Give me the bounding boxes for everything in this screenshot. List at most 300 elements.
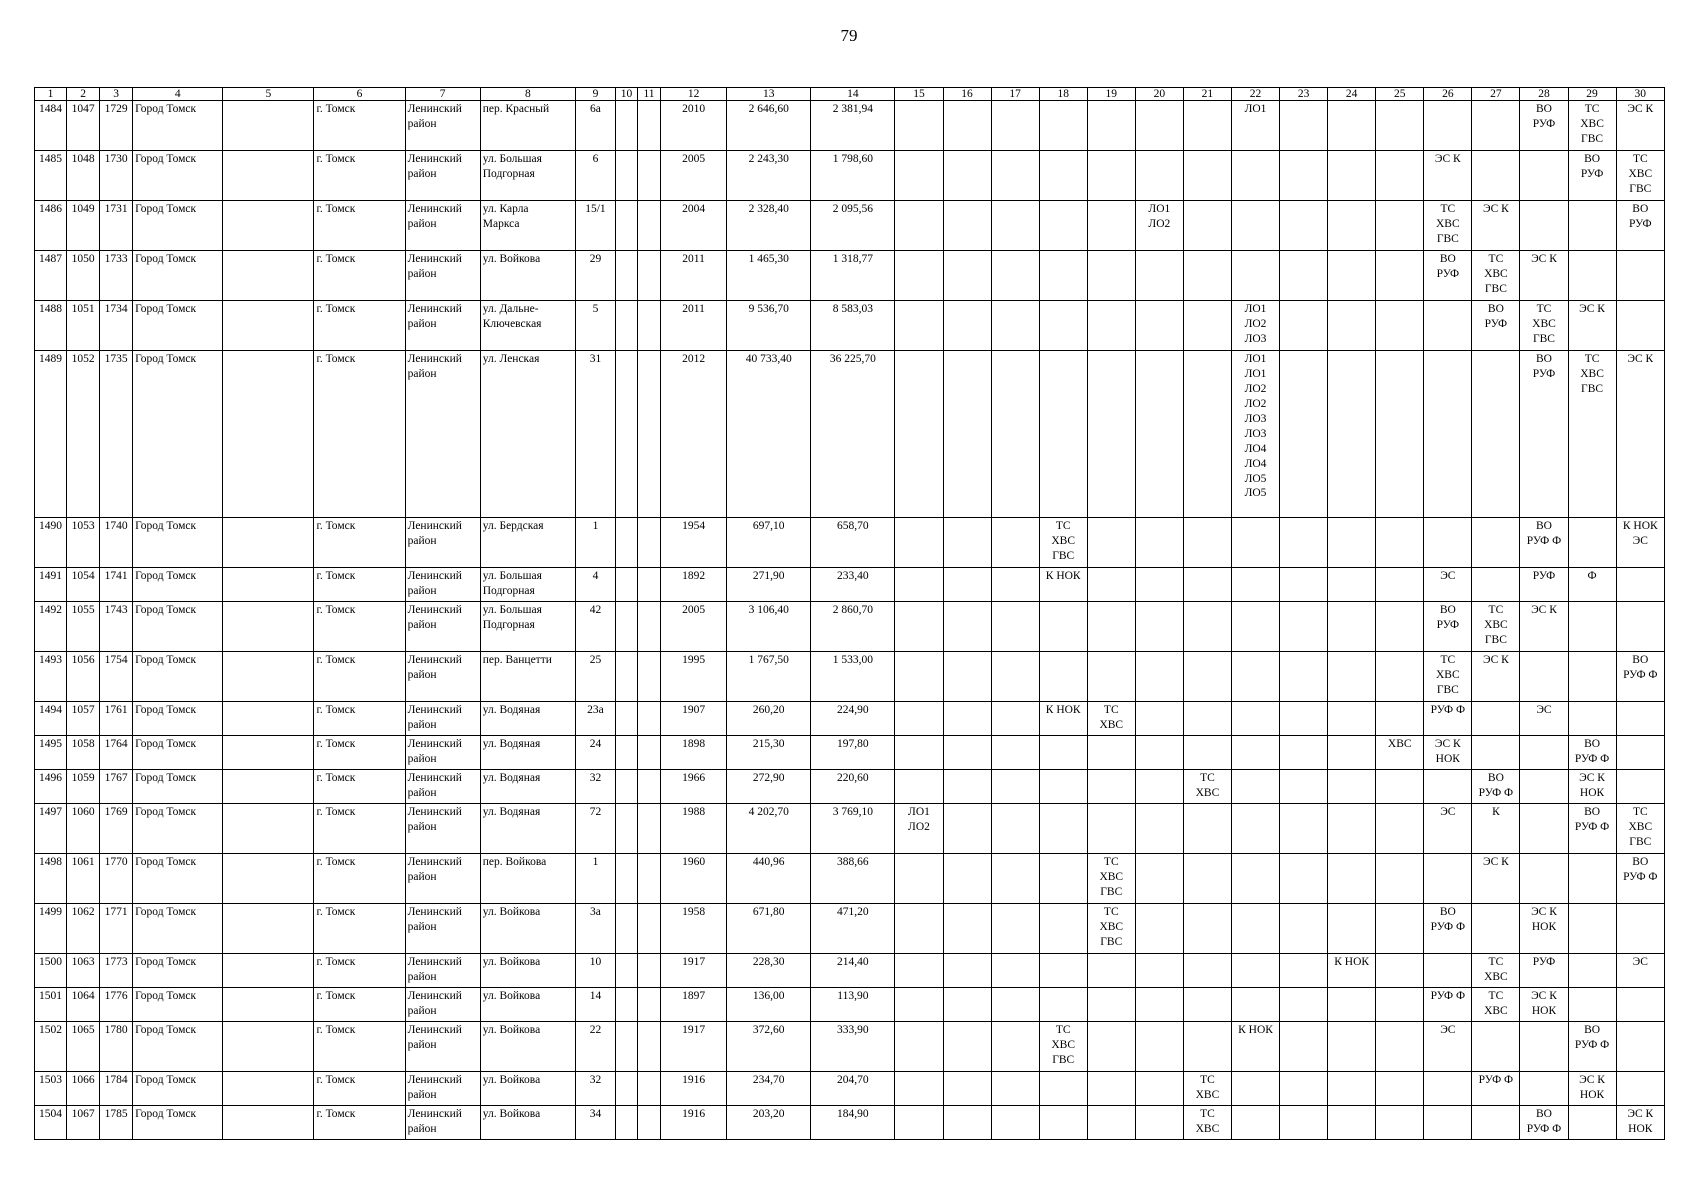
table-cell: г. Томск bbox=[314, 1106, 405, 1140]
table-cell: ЭС bbox=[1520, 702, 1568, 736]
column-header: 29 bbox=[1568, 88, 1616, 101]
table-cell bbox=[1087, 101, 1135, 151]
table-cell: РУФ Ф bbox=[1472, 1072, 1520, 1106]
table-cell bbox=[1616, 988, 1664, 1022]
table-cell: 1770 bbox=[100, 854, 133, 904]
table-cell bbox=[638, 301, 661, 351]
table-cell bbox=[1039, 988, 1087, 1022]
table-cell bbox=[895, 770, 943, 804]
table-cell: ЭС bbox=[1424, 568, 1472, 602]
table-cell bbox=[1135, 151, 1183, 201]
table-cell: ЛО1 ЛО2 bbox=[1135, 201, 1183, 251]
table-cell bbox=[223, 1106, 314, 1140]
table-cell: 1060 bbox=[67, 804, 100, 854]
table-cell bbox=[943, 702, 991, 736]
table-cell bbox=[1231, 251, 1279, 301]
table-cell: г. Томск bbox=[314, 251, 405, 301]
table-cell: Ленинский район bbox=[405, 1106, 480, 1140]
table-cell: ТС ХВС bbox=[1472, 988, 1520, 1022]
table-cell bbox=[615, 736, 637, 770]
table-cell: г. Томск bbox=[314, 602, 405, 652]
column-header: 24 bbox=[1328, 88, 1376, 101]
table-cell bbox=[943, 652, 991, 702]
table-cell: Ленинский район bbox=[405, 652, 480, 702]
table-cell bbox=[895, 736, 943, 770]
column-header: 6 bbox=[314, 88, 405, 101]
table-cell bbox=[615, 301, 637, 351]
table-cell bbox=[1087, 602, 1135, 652]
table-cell: ул. Войкова bbox=[480, 1106, 575, 1140]
table-cell bbox=[1231, 652, 1279, 702]
table-cell: г. Томск bbox=[314, 954, 405, 988]
table-cell: РУФ Ф bbox=[1424, 988, 1472, 1022]
table-cell bbox=[1376, 954, 1424, 988]
table-cell bbox=[991, 652, 1039, 702]
table-cell: 1498 bbox=[35, 854, 67, 904]
table-cell: ул. Ленская bbox=[480, 351, 575, 518]
table-cell: ТС ХВС bbox=[1183, 1072, 1231, 1106]
table-cell bbox=[991, 804, 1039, 854]
column-header: 16 bbox=[943, 88, 991, 101]
table-cell: 1049 bbox=[67, 201, 100, 251]
table-cell: 2005 bbox=[661, 602, 727, 652]
table-cell bbox=[1328, 301, 1376, 351]
table-row bbox=[35, 301, 1665, 351]
table-row bbox=[35, 804, 1665, 854]
table-cell: 8 583,03 bbox=[811, 301, 895, 351]
table-cell: г. Томск bbox=[314, 652, 405, 702]
table-cell bbox=[1424, 1106, 1472, 1140]
table-cell: ТС ХВС ГВС bbox=[1087, 854, 1135, 904]
table-cell bbox=[1424, 770, 1472, 804]
table-cell: Ленинский район bbox=[405, 1072, 480, 1106]
table-cell: Ф bbox=[1568, 568, 1616, 602]
table-cell: 204,70 bbox=[811, 1072, 895, 1106]
table-cell: ЭС К НОК bbox=[1520, 904, 1568, 954]
column-header: 20 bbox=[1135, 88, 1183, 101]
table-cell: Ленинский район bbox=[405, 518, 480, 568]
table-cell: ЛО1 ЛО2 bbox=[895, 804, 943, 854]
table-cell bbox=[943, 568, 991, 602]
table-cell bbox=[1280, 1022, 1328, 1072]
table-cell: 1917 bbox=[661, 1022, 727, 1072]
table-cell bbox=[615, 602, 637, 652]
table-cell: 214,40 bbox=[811, 954, 895, 988]
table-cell bbox=[1087, 1106, 1135, 1140]
table-cell: 1493 bbox=[35, 652, 67, 702]
table-cell bbox=[943, 151, 991, 201]
table-cell bbox=[638, 770, 661, 804]
table-cell: ЭС К bbox=[1616, 101, 1664, 151]
table-cell bbox=[1568, 702, 1616, 736]
table-row bbox=[35, 251, 1665, 301]
table-cell: 14 bbox=[575, 988, 615, 1022]
column-header: 1 bbox=[35, 88, 67, 101]
table-cell: 2 381,94 bbox=[811, 101, 895, 151]
table-cell bbox=[1568, 652, 1616, 702]
table-row bbox=[35, 854, 1665, 904]
table-cell bbox=[223, 770, 314, 804]
table-cell bbox=[638, 1106, 661, 1140]
table-cell: 2010 bbox=[661, 101, 727, 151]
table-cell: Город Томск bbox=[133, 702, 223, 736]
column-header: 10 bbox=[615, 88, 637, 101]
table-cell bbox=[895, 151, 943, 201]
table-cell: Город Томск bbox=[133, 770, 223, 804]
table-cell: 1958 bbox=[661, 904, 727, 954]
table-cell bbox=[1183, 702, 1231, 736]
table-cell: г. Томск bbox=[314, 301, 405, 351]
table-cell: ЭС К НОК bbox=[1520, 988, 1568, 1022]
table-cell: Город Томск bbox=[133, 518, 223, 568]
table-cell bbox=[943, 988, 991, 1022]
table-cell: ВО РУФ bbox=[1472, 301, 1520, 351]
table-cell: г. Томск bbox=[314, 770, 405, 804]
table-cell: г. Томск bbox=[314, 854, 405, 904]
table-cell bbox=[895, 251, 943, 301]
column-header: 8 bbox=[480, 88, 575, 101]
table-cell: ЭС К bbox=[1472, 854, 1520, 904]
table-cell bbox=[1087, 1022, 1135, 1072]
table-cell: 1066 bbox=[67, 1072, 100, 1106]
table-cell bbox=[223, 702, 314, 736]
table-cell bbox=[615, 804, 637, 854]
table-cell bbox=[991, 251, 1039, 301]
table-cell: Ленинский район bbox=[405, 201, 480, 251]
table-cell: 1048 bbox=[67, 151, 100, 201]
table-cell: 1059 bbox=[67, 770, 100, 804]
table-cell bbox=[1231, 602, 1279, 652]
table-cell: 4 bbox=[575, 568, 615, 602]
table-cell: ВО РУФ bbox=[1520, 351, 1568, 518]
table-cell: Город Томск bbox=[133, 101, 223, 151]
table-cell bbox=[943, 804, 991, 854]
table-cell bbox=[1520, 201, 1568, 251]
table-cell bbox=[1039, 1072, 1087, 1106]
table-cell: 22 bbox=[575, 1022, 615, 1072]
table-cell bbox=[1520, 1022, 1568, 1072]
table-cell bbox=[895, 201, 943, 251]
table-cell: 1733 bbox=[100, 251, 133, 301]
table-cell bbox=[615, 351, 637, 518]
table-cell bbox=[638, 954, 661, 988]
table-cell: Ленинский район bbox=[405, 251, 480, 301]
table-cell: 1917 bbox=[661, 954, 727, 988]
table-cell bbox=[1280, 770, 1328, 804]
table-cell: г. Томск bbox=[314, 518, 405, 568]
table-cell: 1735 bbox=[100, 351, 133, 518]
table-cell bbox=[1039, 602, 1087, 652]
table-cell: 1492 bbox=[35, 602, 67, 652]
table-cell bbox=[1568, 518, 1616, 568]
table-cell bbox=[1135, 1022, 1183, 1072]
table-cell: 10 bbox=[575, 954, 615, 988]
table-cell bbox=[1328, 518, 1376, 568]
table-cell bbox=[615, 702, 637, 736]
table-cell bbox=[615, 201, 637, 251]
table-cell: г. Томск bbox=[314, 904, 405, 954]
table-cell bbox=[1520, 151, 1568, 201]
table-cell: 272,90 bbox=[727, 770, 811, 804]
table-cell bbox=[638, 988, 661, 1022]
table-cell bbox=[1376, 151, 1424, 201]
table-cell bbox=[1376, 251, 1424, 301]
table-cell bbox=[1328, 351, 1376, 518]
table-cell: 1484 bbox=[35, 101, 67, 151]
table-cell bbox=[1231, 804, 1279, 854]
table-cell: К НОК bbox=[1328, 954, 1376, 988]
table-cell: 1769 bbox=[100, 804, 133, 854]
table-cell: 1897 bbox=[661, 988, 727, 1022]
table-cell: 42 bbox=[575, 602, 615, 652]
table-cell: 1966 bbox=[661, 770, 727, 804]
table-cell: 3 769,10 bbox=[811, 804, 895, 854]
table-cell: ул. Водяная bbox=[480, 770, 575, 804]
table-cell bbox=[1328, 988, 1376, 1022]
table-cell bbox=[1231, 736, 1279, 770]
table-cell bbox=[1183, 151, 1231, 201]
table-row bbox=[35, 151, 1665, 201]
table-cell bbox=[1231, 988, 1279, 1022]
table-cell bbox=[991, 568, 1039, 602]
table-cell bbox=[638, 904, 661, 954]
table-cell: г. Томск bbox=[314, 988, 405, 1022]
table-cell: ул. Войкова bbox=[480, 904, 575, 954]
table-cell: Ленинский район bbox=[405, 702, 480, 736]
column-header: 2 bbox=[67, 88, 100, 101]
table-cell bbox=[615, 770, 637, 804]
table-cell: 1047 bbox=[67, 101, 100, 151]
table-cell bbox=[1231, 954, 1279, 988]
table-cell bbox=[991, 988, 1039, 1022]
table-cell bbox=[615, 954, 637, 988]
table-cell bbox=[1087, 988, 1135, 1022]
table-cell: 1063 bbox=[67, 954, 100, 988]
table-cell bbox=[1376, 770, 1424, 804]
table-cell: РУФ bbox=[1520, 954, 1568, 988]
table-cell bbox=[1328, 1072, 1376, 1106]
table-cell bbox=[1568, 251, 1616, 301]
table-cell bbox=[895, 1106, 943, 1140]
table-cell: Ленинский район bbox=[405, 904, 480, 954]
table-cell: ул. Водяная bbox=[480, 736, 575, 770]
table-cell: 1495 bbox=[35, 736, 67, 770]
table-cell: 1740 bbox=[100, 518, 133, 568]
column-header: 30 bbox=[1616, 88, 1664, 101]
column-header: 17 bbox=[991, 88, 1039, 101]
table-cell bbox=[638, 1072, 661, 1106]
table-cell bbox=[1472, 518, 1520, 568]
table-cell: К НОК ЭС bbox=[1616, 518, 1664, 568]
table-cell bbox=[1376, 702, 1424, 736]
table-cell bbox=[1039, 301, 1087, 351]
table-cell: ВО РУФ Ф bbox=[1616, 652, 1664, 702]
column-header: 3 bbox=[100, 88, 133, 101]
table-cell bbox=[1135, 251, 1183, 301]
table-cell: ТС ХВС ГВС bbox=[1087, 904, 1135, 954]
table-cell: Ленинский район bbox=[405, 770, 480, 804]
table-cell: ул. Карла Маркса bbox=[480, 201, 575, 251]
table-cell bbox=[223, 988, 314, 1022]
table-cell: Город Томск bbox=[133, 954, 223, 988]
table-cell bbox=[1135, 736, 1183, 770]
table-cell: ХВС bbox=[1376, 736, 1424, 770]
table-cell bbox=[1280, 568, 1328, 602]
table-cell: 1785 bbox=[100, 1106, 133, 1140]
table-cell: ул. Дальне- Ключевская bbox=[480, 301, 575, 351]
table-cell: ЭС К НОК bbox=[1424, 736, 1472, 770]
table-cell bbox=[1616, 1022, 1664, 1072]
table-cell: ВО РУФ bbox=[1520, 101, 1568, 151]
table-cell: 1731 bbox=[100, 201, 133, 251]
table-cell: ул. Водяная bbox=[480, 702, 575, 736]
table-cell bbox=[223, 518, 314, 568]
table-cell bbox=[1087, 251, 1135, 301]
table-row bbox=[35, 988, 1665, 1022]
table-cell bbox=[223, 251, 314, 301]
table-cell bbox=[1280, 854, 1328, 904]
table-cell: ЭС К bbox=[1424, 151, 1472, 201]
table-cell bbox=[1135, 904, 1183, 954]
table-cell bbox=[223, 854, 314, 904]
table-cell bbox=[1328, 101, 1376, 151]
table-cell bbox=[1231, 201, 1279, 251]
table-cell bbox=[1087, 1072, 1135, 1106]
table-cell bbox=[1183, 854, 1231, 904]
table-cell bbox=[1183, 301, 1231, 351]
table-cell bbox=[1280, 804, 1328, 854]
table-cell bbox=[1231, 1072, 1279, 1106]
table-cell: ВО РУФ Ф bbox=[1424, 904, 1472, 954]
table-cell: Город Томск bbox=[133, 1106, 223, 1140]
table-cell: ЭС bbox=[1424, 804, 1472, 854]
table-cell: Ленинский район bbox=[405, 736, 480, 770]
table-cell: 1053 bbox=[67, 518, 100, 568]
table-cell bbox=[991, 1022, 1039, 1072]
column-number-row bbox=[35, 88, 1665, 101]
table-cell bbox=[1568, 954, 1616, 988]
table-cell: г. Томск bbox=[314, 151, 405, 201]
table-cell bbox=[1280, 518, 1328, 568]
table-cell bbox=[1520, 1072, 1568, 1106]
table-cell bbox=[1087, 770, 1135, 804]
table-cell bbox=[991, 602, 1039, 652]
table-cell bbox=[1472, 351, 1520, 518]
table-cell bbox=[1472, 101, 1520, 151]
table-cell: 1741 bbox=[100, 568, 133, 602]
table-cell bbox=[638, 702, 661, 736]
table-cell: ТС ХВС ГВС bbox=[1039, 1022, 1087, 1072]
column-header: 18 bbox=[1039, 88, 1087, 101]
table-cell: 215,30 bbox=[727, 736, 811, 770]
table-cell bbox=[1183, 904, 1231, 954]
table-cell: Город Томск bbox=[133, 251, 223, 301]
table-cell: 1761 bbox=[100, 702, 133, 736]
table-cell: 6 bbox=[575, 151, 615, 201]
table-cell bbox=[1135, 652, 1183, 702]
table-cell: 1056 bbox=[67, 652, 100, 702]
table-cell bbox=[638, 736, 661, 770]
table-cell bbox=[1328, 702, 1376, 736]
table-cell bbox=[1280, 301, 1328, 351]
table-cell: ТС ХВС ГВС bbox=[1424, 201, 1472, 251]
table-cell bbox=[223, 602, 314, 652]
table-cell bbox=[1424, 1072, 1472, 1106]
table-row bbox=[35, 602, 1665, 652]
table-cell: ЛО1 ЛО2 ЛО3 bbox=[1231, 301, 1279, 351]
table-cell: 1488 bbox=[35, 301, 67, 351]
table-cell: 271,90 bbox=[727, 568, 811, 602]
table-cell: 1064 bbox=[67, 988, 100, 1022]
table-cell bbox=[1231, 702, 1279, 736]
table-cell: 36 225,70 bbox=[811, 351, 895, 518]
table-cell: 1 533,00 bbox=[811, 652, 895, 702]
table-cell: г. Томск bbox=[314, 1022, 405, 1072]
table-row bbox=[35, 351, 1665, 518]
table-cell: ЭС К bbox=[1472, 652, 1520, 702]
table-cell bbox=[1280, 702, 1328, 736]
table-cell: Город Томск bbox=[133, 854, 223, 904]
table-cell bbox=[223, 101, 314, 151]
table-cell: Город Томск bbox=[133, 1072, 223, 1106]
table-cell: г. Томск bbox=[314, 101, 405, 151]
table-cell: 1916 bbox=[661, 1072, 727, 1106]
table-cell: пер. Красный bbox=[480, 101, 575, 151]
table-cell: 2011 bbox=[661, 251, 727, 301]
table-cell: ТС ХВС ГВС bbox=[1472, 602, 1520, 652]
column-header: 28 bbox=[1520, 88, 1568, 101]
table-cell: ЛО1 bbox=[1231, 101, 1279, 151]
table-cell bbox=[1424, 351, 1472, 518]
column-header: 23 bbox=[1280, 88, 1328, 101]
table-cell bbox=[991, 854, 1039, 904]
table-cell bbox=[895, 1022, 943, 1072]
table-cell bbox=[1183, 101, 1231, 151]
table-cell bbox=[223, 736, 314, 770]
table-cell: ВО РУФ Ф bbox=[1568, 1022, 1616, 1072]
table-cell bbox=[1280, 602, 1328, 652]
table-cell bbox=[1520, 736, 1568, 770]
table-cell: Город Томск bbox=[133, 602, 223, 652]
table-cell bbox=[1424, 301, 1472, 351]
table-cell: 2 243,30 bbox=[727, 151, 811, 201]
table-cell bbox=[638, 804, 661, 854]
table-cell bbox=[1039, 652, 1087, 702]
table-cell bbox=[1424, 518, 1472, 568]
table-cell: г. Томск bbox=[314, 568, 405, 602]
table-cell: 184,90 bbox=[811, 1106, 895, 1140]
table-cell bbox=[895, 568, 943, 602]
column-header: 11 bbox=[638, 88, 661, 101]
table-cell bbox=[1472, 1022, 1520, 1072]
table-cell bbox=[223, 652, 314, 702]
table-cell bbox=[615, 1072, 637, 1106]
table-cell bbox=[1087, 568, 1135, 602]
table-cell: ТС ХВС ГВС bbox=[1520, 301, 1568, 351]
table-cell bbox=[1376, 804, 1424, 854]
table-cell bbox=[638, 854, 661, 904]
table-cell: 32 bbox=[575, 1072, 615, 1106]
table-cell: ЛО1 ЛО1 ЛО2 ЛО2 ЛО3 ЛО3 ЛО4 ЛО4 ЛО5 ЛО5 bbox=[1231, 351, 1279, 518]
table-cell: ТС ХВС ГВС bbox=[1616, 151, 1664, 201]
table-cell: 1050 bbox=[67, 251, 100, 301]
table-cell bbox=[1568, 1106, 1616, 1140]
column-header: 4 bbox=[133, 88, 223, 101]
table-cell bbox=[1087, 954, 1135, 988]
table-row bbox=[35, 518, 1665, 568]
table-cell: 233,40 bbox=[811, 568, 895, 602]
table-cell: Город Томск bbox=[133, 736, 223, 770]
